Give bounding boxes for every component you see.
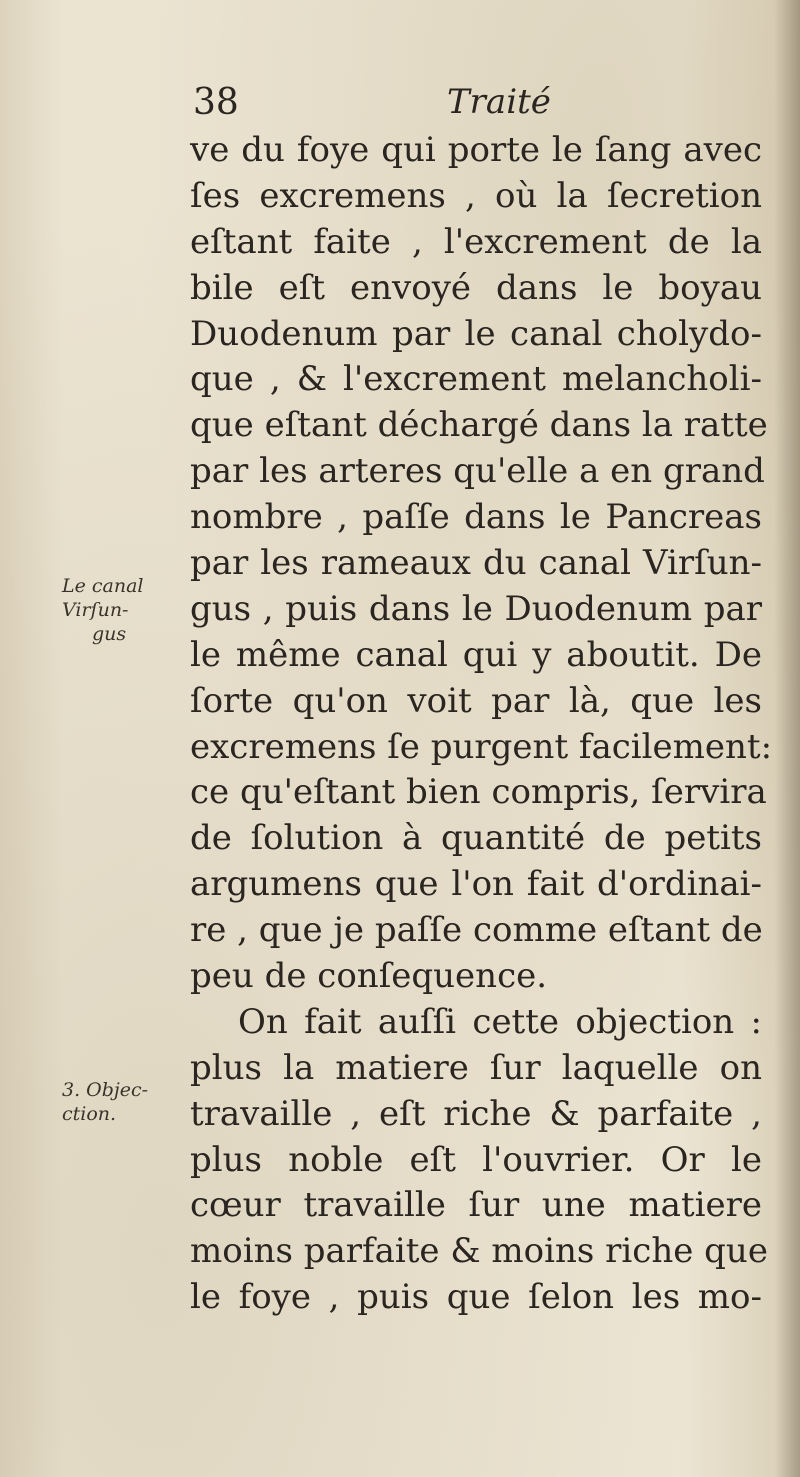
margin-note-line: 3. Objec- xyxy=(62,1079,149,1101)
text-line: On fait auſſi cette objection : xyxy=(238,1001,762,1042)
margin-note-objection xyxy=(62,1078,182,1126)
margin-note-line: ction. xyxy=(62,1103,117,1125)
text-line: Duodenum par le canal cholydo- xyxy=(190,313,762,354)
margin-note-line: gus xyxy=(92,623,127,645)
page-gutter-shadow xyxy=(774,0,800,1477)
text-line: ve du foye qui porte le ſang avec xyxy=(190,130,762,170)
text-line: ſes excremens , où la ſecretion xyxy=(190,175,762,216)
margin-note-canal-virsungus xyxy=(62,574,182,646)
text-line: de ſolution à quantité de petits xyxy=(190,818,762,859)
text-line: par les arteres qu'elle a en grand xyxy=(190,451,765,492)
text-line: argumens que l'on fait d'ordinai- xyxy=(190,864,762,905)
text-line: que , & l'excrement melancholi- xyxy=(190,359,762,400)
text-line: plus la matiere ſur laquelle on xyxy=(190,1047,762,1088)
text-line: ſorte qu'on voit par là, que les xyxy=(190,680,762,721)
text-line: que eſtant déchargé dans la ratte xyxy=(190,405,768,446)
text-line: par les rameaux du canal Virſun- xyxy=(190,543,762,584)
text-line: le foye , puis que ſelon les mo- xyxy=(190,1277,762,1318)
text-line: cœur travaille ſur une matiere xyxy=(190,1185,762,1226)
text-line: le même canal qui y aboutit. De xyxy=(190,634,762,675)
text-line: nombre , paſſe dans le Pancreas xyxy=(190,497,762,538)
text-line: bile eſt envoyé dans le boyau xyxy=(190,267,762,308)
page-number: 38 xyxy=(193,82,239,123)
text-line: moins parfaite & moins riche que xyxy=(190,1231,768,1272)
running-title: Traité xyxy=(447,82,551,122)
text-line: gus , puis dans le Duodenum par xyxy=(190,588,762,629)
page-header xyxy=(0,82,800,132)
text-line: travaille , eſt riche & parfaite , xyxy=(190,1093,762,1134)
text-line: plus noble eſt l'ouvrier. Or le xyxy=(190,1139,762,1180)
body-text xyxy=(190,128,773,1321)
text-line: peu de conſequence. xyxy=(190,956,548,997)
text-line: ce qu'eſtant bien compris, ſervira xyxy=(190,772,767,813)
text-line: re , que je paſſe comme eſtant de xyxy=(190,910,763,951)
margin-note-line: Virſun- xyxy=(62,599,129,621)
text-line: excremens ſe purgent facilement: xyxy=(190,726,773,767)
margin-note-line: Le canal xyxy=(62,575,144,597)
text-line: eſtant faite , l'excrement de la xyxy=(190,221,762,262)
